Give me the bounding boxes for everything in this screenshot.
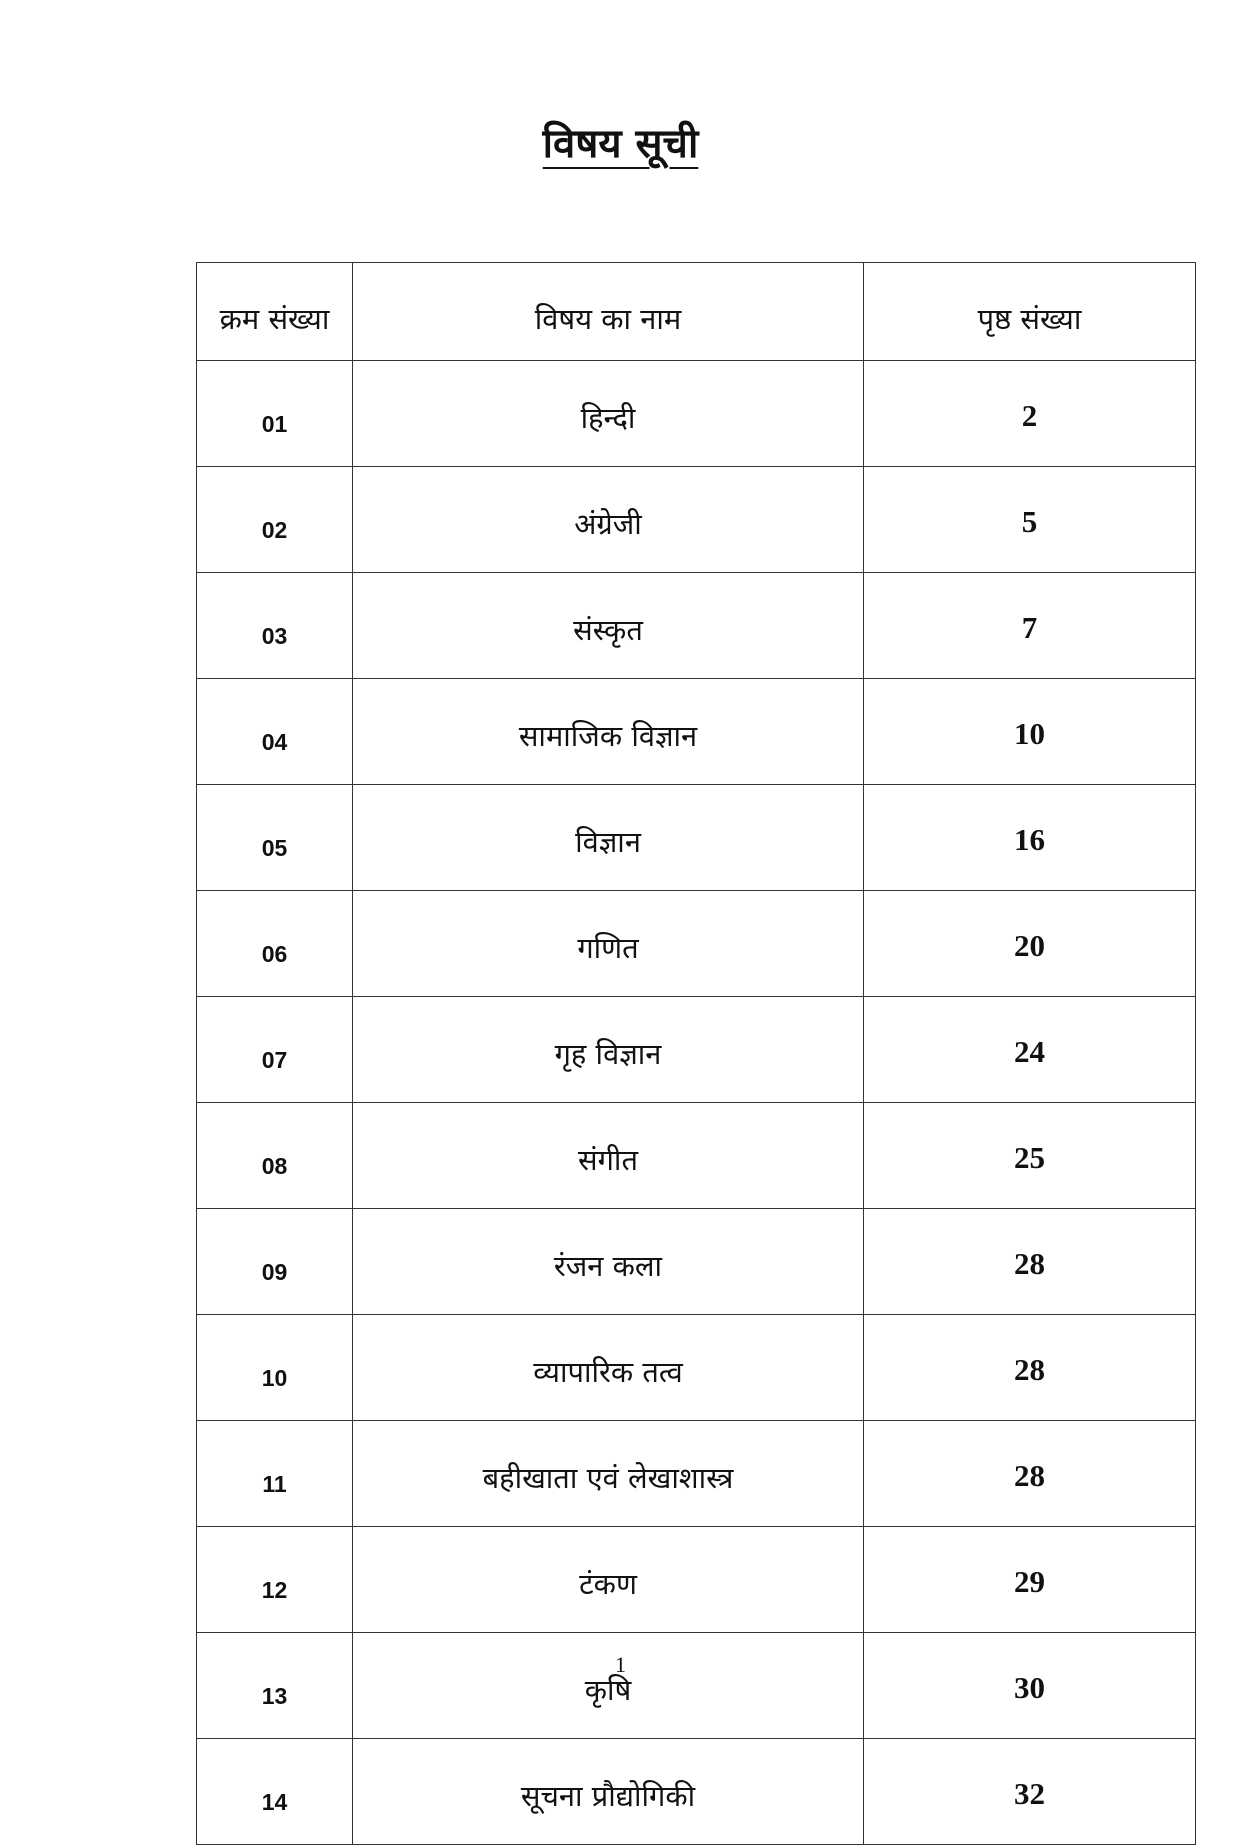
serial-number-cell: 07 <box>197 997 353 1103</box>
serial-number-cell: 11 <box>197 1421 353 1527</box>
page-number-cell: 25 <box>864 1103 1196 1209</box>
table-row <box>197 1315 1196 1421</box>
table-row <box>197 1739 1196 1845</box>
subject-cell: बहीखाता एवं लेखाशास्त्र <box>353 1421 864 1527</box>
subject-cell: व्यापारिक तत्व <box>353 1315 864 1421</box>
table-row <box>197 1633 1196 1739</box>
serial-number-cell: 01 <box>197 361 353 467</box>
page-number-cell: 10 <box>864 679 1196 785</box>
subject-cell: सूचना प्रौद्योगिकी <box>353 1739 864 1845</box>
page-number-cell: 30 <box>864 1633 1196 1739</box>
serial-number-cell: 06 <box>197 891 353 997</box>
table-row <box>197 1209 1196 1315</box>
serial-number-cell: 12 <box>197 1527 353 1633</box>
serial-number-cell: 02 <box>197 467 353 573</box>
subject-cell: हिन्दी <box>353 361 864 467</box>
page-number-cell: 16 <box>864 785 1196 891</box>
table-row <box>197 785 1196 891</box>
page-number-cell: 24 <box>864 997 1196 1103</box>
table-row <box>197 997 1196 1103</box>
page-number-cell: 20 <box>864 891 1196 997</box>
table-row <box>197 1103 1196 1209</box>
subject-cell: गृह विज्ञान <box>353 997 864 1103</box>
page-number-cell: 2 <box>864 361 1196 467</box>
table-row <box>197 891 1196 997</box>
header-page-number: पृष्ठ संख्या <box>864 263 1196 361</box>
page-number-cell: 5 <box>864 467 1196 573</box>
page-number-cell: 28 <box>864 1209 1196 1315</box>
header-serial-number: क्रम संख्या <box>197 263 353 361</box>
subject-cell: अंग्रेजी <box>353 467 864 573</box>
page-number-cell: 32 <box>864 1739 1196 1845</box>
serial-number-cell: 04 <box>197 679 353 785</box>
table-row <box>197 361 1196 467</box>
subject-cell: विज्ञान <box>353 785 864 891</box>
table-row <box>197 1421 1196 1527</box>
page-number-cell: 28 <box>864 1421 1196 1527</box>
table-row <box>197 679 1196 785</box>
subject-cell: गणित <box>353 891 864 997</box>
serial-number-cell: 09 <box>197 1209 353 1315</box>
serial-number-cell: 13 <box>197 1633 353 1739</box>
footer-page-number: 1 <box>615 1652 626 1677</box>
table-row <box>197 573 1196 679</box>
subject-cell: संगीत <box>353 1103 864 1209</box>
subject-cell: संस्कृत <box>353 573 864 679</box>
page-number-cell: 28 <box>864 1315 1196 1421</box>
serial-number-cell: 10 <box>197 1315 353 1421</box>
page-title <box>0 120 1241 168</box>
subject-cell: टंकण <box>353 1527 864 1633</box>
header-subject-name: विषय का नाम <box>353 263 864 361</box>
table-row <box>197 467 1196 573</box>
table-header-row <box>197 263 1196 361</box>
subject-cell: रंजन कला <box>353 1209 864 1315</box>
serial-number-cell: 03 <box>197 573 353 679</box>
page-number-cell: 29 <box>864 1527 1196 1633</box>
subject-cell: सामाजिक विज्ञान <box>353 679 864 785</box>
serial-number-cell: 05 <box>197 785 353 891</box>
page-title-text: विषय सूची <box>542 121 699 167</box>
serial-number-cell: 14 <box>197 1739 353 1845</box>
table-row <box>197 1527 1196 1633</box>
serial-number-cell: 08 <box>197 1103 353 1209</box>
subject-cell: कृषि <box>353 1633 864 1739</box>
page-number-cell: 7 <box>864 573 1196 679</box>
table-of-contents <box>196 262 1196 1845</box>
